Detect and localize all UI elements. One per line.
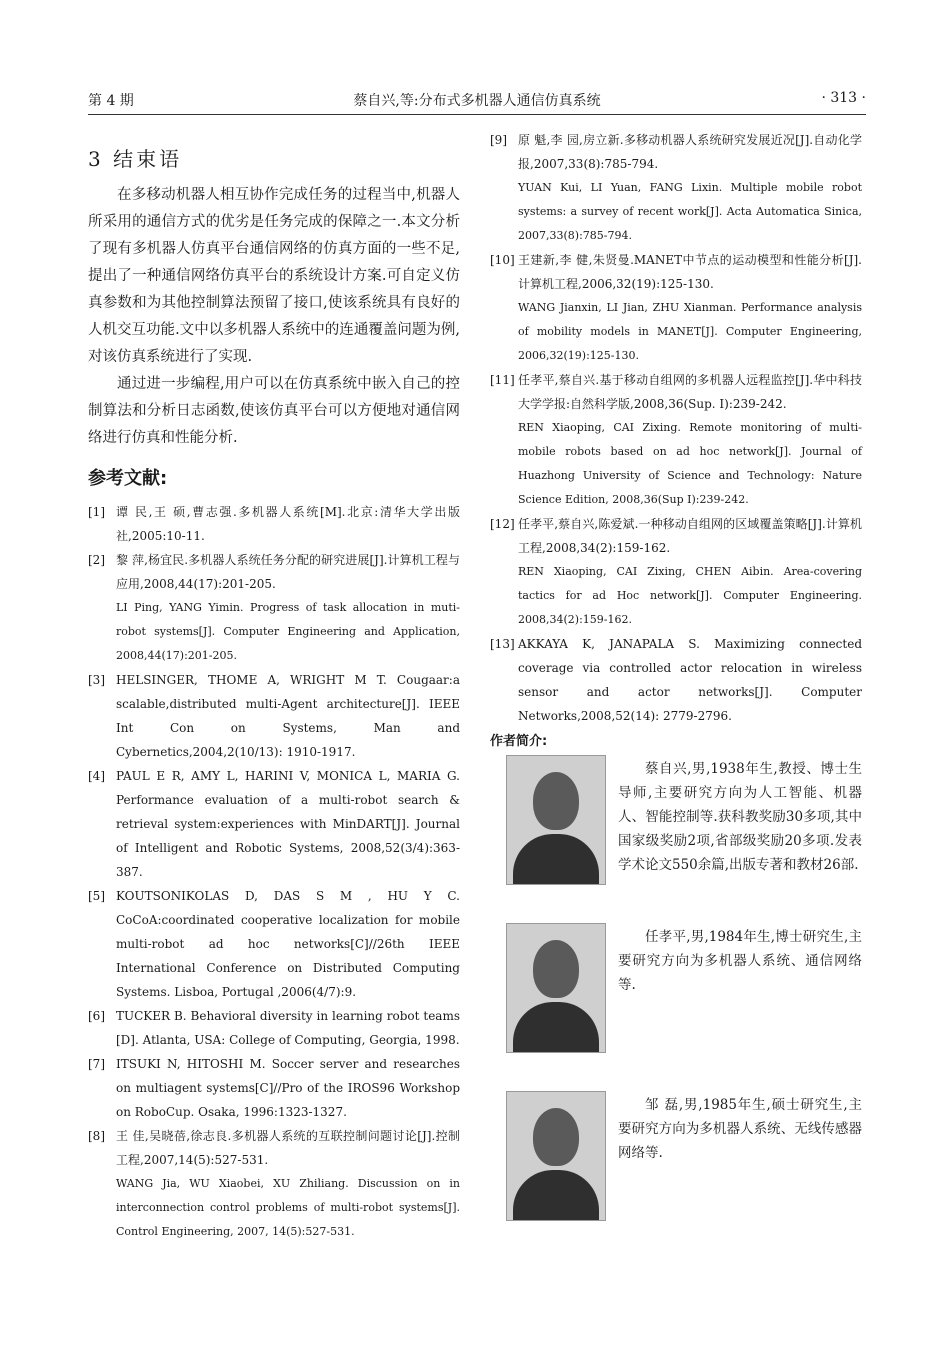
- author-bio-text: 蔡自兴,男,1938年生,教授、博士生导师,主要研究方向为人工智能、机器人、智能控制等.获科教奖励30多项,其中国家级奖励2项,省部级奖励20多项.发表学术论文550余篇,出版专著和教材26部.: [618, 761, 862, 873]
- reference-item: [490, 128, 862, 248]
- reference-item: [490, 248, 862, 368]
- reference-item: [88, 500, 460, 548]
- reference-item: [490, 368, 862, 512]
- reference-translation: YUAN Kui, LI Yuan, FANG Lixin. Multiple mobile robot systems: a survey of recent work[J]. Acta Automatica Sinica, 2007,33(8):785-794.: [518, 181, 862, 242]
- running-title: 蔡自兴,等:分布式多机器人通信仿真系统: [353, 93, 601, 109]
- reference-number: [5]: [88, 889, 105, 903]
- reference-translation: REN Xiaoping, CAI Zixing, CHEN Aibin. Area-covering tactics for ad Hoc network[J]. Computer Engineering. 2008,34(2):159-162.: [518, 565, 862, 626]
- author-photo: [506, 1091, 606, 1221]
- reference-number: [13]: [490, 637, 515, 651]
- reference-translation: WANG Jia, WU Xiaobei, XU Zhiliang. Discussion on in interconnection control problems of multi-robot systems[J]. Control Engineering, 2007, 14(5):527-531.: [116, 1177, 460, 1238]
- author-photo: [506, 755, 606, 885]
- issue-label: 第 4 期: [88, 93, 134, 109]
- running-header: [88, 88, 866, 115]
- reference-number: [2]: [88, 553, 105, 567]
- reference-text: AKKAYA K, JANAPALA S. Maximizing connected coverage via controlled actor relocation in wireless sensor and actor networks[J]. Computer Networks,2008,52(14): 2779-2796.: [518, 637, 862, 723]
- reference-text: 任孝平,蔡自兴.基于移动自组网的多机器人远程监控[J].华中科技大学学报:自然科学版,2008,36(Sup. I):239-242.: [518, 373, 862, 411]
- author-photo: [506, 923, 606, 1053]
- reference-text: TUCKER B. Behavioral diversity in learning robot teams [D]. Atlanta, USA: College of Computing, Georgia, 1998.: [116, 1009, 460, 1047]
- conclusion-paragraph-2: 通过进一步编程,用户可以在仿真系统中嵌入自己的控制算法和分析日志函数,使该仿真平台可以方便地对通信网络进行仿真和性能分析.: [88, 376, 460, 446]
- page-number: · 313 ·: [821, 90, 866, 106]
- reference-text: 王 佳,吴晓蓓,徐志良.多机器人系统的互联控制问题讨论[J].控制工程,2007,14(5):527-531.: [116, 1129, 460, 1167]
- reference-item: [88, 884, 460, 1004]
- reference-number: [12]: [490, 517, 515, 531]
- section-title: 3 结束语: [88, 147, 183, 171]
- reference-text: 王建新,李 健,朱贤曼.MANET中节点的运动模型和性能分析[J].计算机工程,2006,32(19):125-130.: [518, 253, 862, 291]
- reference-number: [10]: [490, 253, 515, 267]
- reference-item: [88, 764, 460, 884]
- reference-text: 黎 萍,杨宜民.多机器人系统任务分配的研究进展[J].计算机工程与应用,2008,44(17):201-205.: [116, 553, 460, 591]
- reference-number: [4]: [88, 769, 105, 783]
- reference-item: [88, 668, 460, 764]
- reference-item: [88, 1052, 460, 1124]
- author-bio: [490, 923, 862, 1091]
- reference-text: 原 魁,李 园,房立新.多移动机器人系统研究发展近况[J].自动化学报,2007,33(8):785-794.: [518, 133, 862, 171]
- reference-text: HELSINGER, THOME A, WRIGHT M T. Cougaar:a scalable,distributed multi-Agent architecture[J]. IEEE Int Con on Systems, Man and Cybernetics,2004,2(10/13): 1910-1917.: [116, 673, 460, 759]
- reference-number: [3]: [88, 673, 105, 687]
- reference-translation: LI Ping, YANG Yimin. Progress of task allocation in muti-robot systems[J]. Computer Engineering and Application, 2008,44(17):201-205.: [116, 601, 460, 662]
- reference-number: [6]: [88, 1009, 105, 1023]
- author-bio: [490, 755, 862, 923]
- reference-item: [490, 632, 862, 728]
- reference-number: [8]: [88, 1129, 105, 1143]
- reference-number: [7]: [88, 1057, 105, 1071]
- reference-text: 谭 民,王 硕,曹志强.多机器人系统[M].北京:清华大学出版社,2005:10-11.: [116, 505, 460, 543]
- reference-text: ITSUKI N, HITOSHI M. Soccer server and researches on multiagent systems[C]//Pro of the IROS96 Workshop on RoboCup. Osaka, 1996:1323-1327.: [116, 1057, 460, 1119]
- reference-text: 任孝平,蔡自兴,陈爱斌.一种移动自组网的区域覆盖策略[J].计算机工程,2008,34(2):159-162.: [518, 517, 862, 555]
- right-column: [490, 128, 862, 1259]
- reference-item: [88, 1124, 460, 1244]
- left-column: [88, 138, 460, 1244]
- reference-number: [1]: [88, 505, 105, 519]
- conclusion-paragraph-1: 在多移动机器人相互协作完成任务的过程当中,机器人所采用的通信方式的优劣是任务完成的保障之一.本文分析了现有多机器人仿真平台通信网络的仿真方面的一些不足,提出了一种通信网络仿真平台的系统设计方案.可自定义仿真参数和为其他控制算法预留了接口,使该系统具有良好的人机交互功能.文中以多机器人系统中的连通覆盖问题为例,对该仿真系统进行了实现.: [88, 187, 460, 365]
- reference-translation: WANG Jianxin, LI Jian, ZHU Xianman. Performance analysis of mobility models in MANET[J]. Computer Engineering, 2006,32(19):125-130.: [518, 301, 862, 362]
- reference-number: [9]: [490, 133, 507, 147]
- author-bio: [490, 1091, 862, 1259]
- author-bio-text: 邹 磊,男,1985年生,硕士研究生,主要研究方向为多机器人系统、无线传感器网络等.: [618, 1097, 862, 1161]
- reference-translation: REN Xiaoping, CAI Zixing. Remote monitoring of multi-mobile robots based on ad hoc network[J]. Journal of Huazhong University of Science and Technology: Nature Science Edition, 2008,36(Sup I):239-242.: [518, 421, 862, 506]
- reference-number: [11]: [490, 373, 515, 387]
- reference-item: [490, 512, 862, 632]
- author-bio-text: 任孝平,男,1984年生,博士研究生,主要研究方向为多机器人系统、通信网络等.: [618, 929, 862, 993]
- references-heading: 参考文献:: [88, 468, 168, 489]
- reference-item: [88, 1004, 460, 1052]
- reference-item: [88, 548, 460, 668]
- reference-text: KOUTSONIKOLAS D, DAS S M , HU Y C. CoCoA:coordinated cooperative localization for mobile multi-robot ad hoc networks[C]//26th IEEE International Conference on Distributed Computing Systems. Lisboa, Portugal ,2006(4/7):9.: [116, 889, 460, 999]
- authors-heading: 作者简介:: [490, 734, 548, 749]
- reference-text: PAUL E R, AMY L, HARINI V, MONICA L, MARIA G. Performance evaluation of a multi-robot search & retrieval system:experiences with MinDART[J]. Journal of Intelligent and Robotic Systems, 2008,52(3/4):363-387.: [116, 769, 460, 879]
